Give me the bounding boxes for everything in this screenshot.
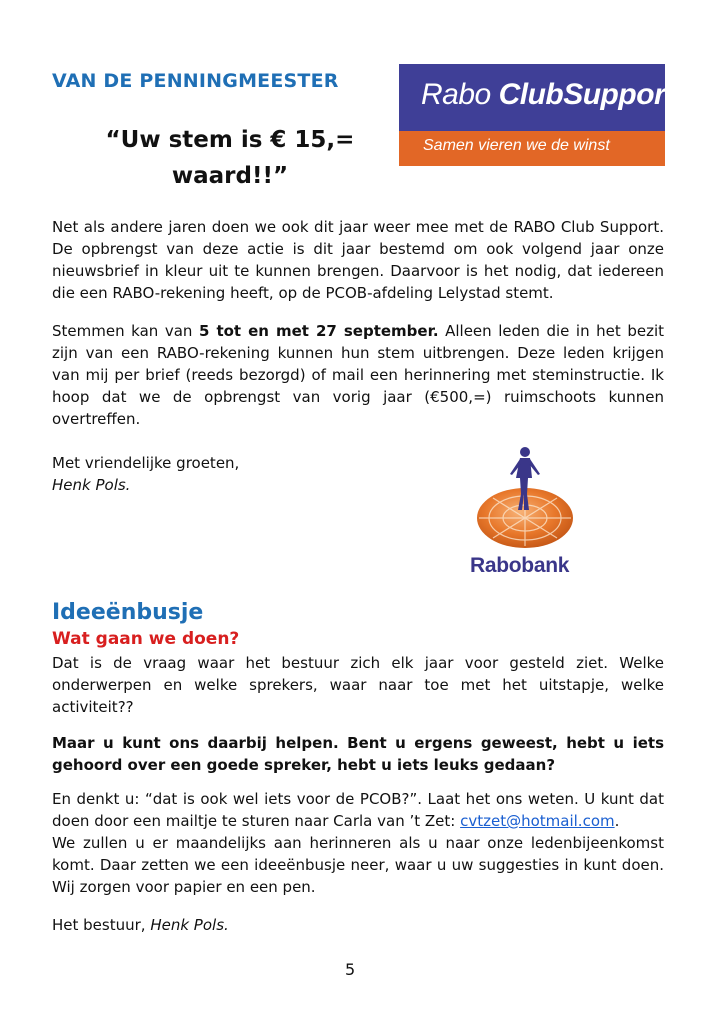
banner-title	[421, 78, 675, 112]
rabobank-wordmark: Rabobank	[470, 554, 570, 577]
section-title: VAN DE PENNINGMEESTER	[52, 70, 339, 92]
closing-name: Henk Pols.	[150, 916, 229, 934]
paragraph-help: Maar u kunt ons daarbij helpen. Bent u ergens geweest, hebt u iets gehoord over een goede spreker, hebt u iets leuks gedaan?	[52, 734, 664, 774]
closing-text: Het bestuur,	[52, 916, 151, 934]
email-text-end: .	[614, 812, 620, 830]
banner-title-bold: ClubSupport	[498, 78, 675, 111]
paragraph-email	[52, 788, 664, 832]
rabo-clubsupport-banner	[399, 64, 675, 166]
banner-title-light: Rabo	[421, 78, 499, 111]
banner-top	[399, 64, 675, 131]
voting-text-start: Stemmen kan van	[52, 322, 199, 340]
banner-bottom	[399, 131, 665, 166]
headline-quote	[95, 122, 365, 194]
rabobank-emblem-icon	[466, 444, 584, 554]
ideeenbus-subtitle: Wat gaan we doen?	[52, 629, 240, 649]
paragraph-reminder: We zullen u er maandelijks aan herinneren als u naar onze ledenbijeenkomst komt. Daar zetten we een ideeënbusje neer, waar u uw suggesties in kunt doen. Wij zorgen voor papier en een pen.	[52, 834, 664, 896]
voting-text-end: Alleen leden die in het bezit zijn van een RABO-rekening kunnen hun stem uitbrengen. Deze leden krijgen van mij per brief (reeds bezorgd) of mail een herinnering met steminstructie. Ik hoop dat we de opbrengst van vorig jaar (€500,=) ruimschoots kunnen overtreffen.	[52, 322, 665, 428]
voting-dates: 5 tot en met 27 september.	[198, 322, 439, 340]
paragraph-voting	[52, 320, 664, 430]
page-number: 5	[345, 960, 356, 979]
rabobank-logo	[466, 444, 584, 584]
email-link[interactable]: cvtzet@hotmail.com	[460, 812, 615, 830]
quote-line-1: “Uw stem is € 15,=	[105, 127, 355, 153]
paragraph-question: Dat is de vraag waar het bestuur zich elk jaar voor gesteld ziet. Welke onderwerpen en welke sprekers, waar naar toe met het uitstapje, welke activiteit??	[52, 654, 664, 716]
quote-line-2: waard!!”	[171, 163, 289, 189]
greeting: Met vriendelijke groeten,	[52, 454, 240, 472]
banner-tagline: Samen vieren we de winst	[423, 137, 610, 154]
paragraph-intro: Net als andere jaren doen we ook dit jaar weer mee met de RABO Club Support. De opbrengst van deze actie is dit jaar bestemd om ook volgend jaar onze nieuwsbrief in kleur uit te kunnen brengen. Daarvoor is het nodig, dat iedereen die een RABO-rekening heeft, op de PCOB-afdeling Lelystad stemt.	[52, 218, 664, 302]
signature: Henk Pols.	[52, 476, 131, 494]
ideeenbus-title: Ideeënbusje	[52, 600, 204, 625]
closing	[52, 914, 664, 936]
email-text-start: En denkt u: “dat is ook wel iets voor de PCOB?”. Laat het ons weten. U kunt dat doen door een mailtje te sturen naar Carla van ’t Zet:	[52, 790, 664, 830]
